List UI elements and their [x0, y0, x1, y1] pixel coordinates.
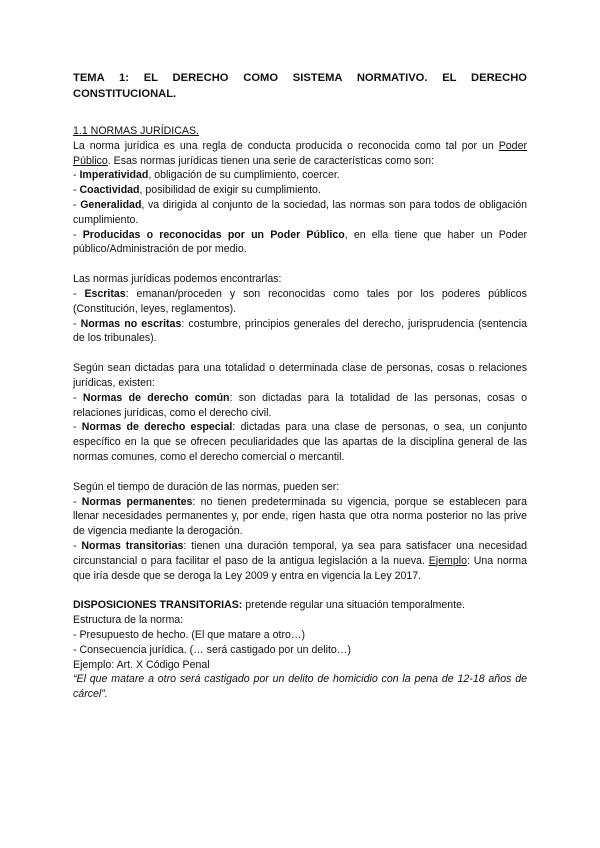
dictated-type-term: Normas de derecho común: [82, 391, 230, 404]
characteristic-desc: , va dirigida al conjunto de la sociedad, las normas son para todos de obligación cumplimiento.: [73, 198, 527, 226]
dictated-type-item: [73, 391, 527, 421]
bullet-prefix: -: [73, 421, 82, 434]
characteristic-desc: , en ella tiene que haber un Poder público/Administración de por medio.: [73, 228, 527, 256]
characteristic-item: [73, 198, 527, 228]
bullet-prefix: -: [73, 198, 81, 211]
structure-line: Estructura de la norma:: [73, 614, 184, 627]
found-type-term: Escritas: [84, 287, 126, 300]
bullet-prefix: -: [73, 539, 82, 552]
found-type-desc: : costumbre, principios generales del derecho, jurisprudencia (sentencia de los tribunales).: [73, 317, 527, 345]
characteristic-desc: , obligación de su cumplimiento, coercer.: [148, 169, 340, 182]
found-type-item: [73, 287, 527, 317]
characteristic-term: Imperatividad: [79, 169, 149, 182]
transitory-heading: DISPOSICIONES TRANSITORIAS:: [73, 599, 243, 612]
section-heading: 1.1 NORMAS JURÍDICAS.: [73, 125, 199, 137]
transitory-text: pretende regular una situación temporalmente.: [242, 599, 465, 612]
characteristic-item: [73, 168, 527, 183]
characteristic-term: Generalidad: [80, 198, 142, 211]
characteristic-item: [73, 183, 527, 198]
duration-type-term: Normas transitorias: [81, 539, 184, 552]
paragraph-spacer: [73, 465, 527, 480]
document-page: [73, 70, 527, 702]
duration-type-item: [73, 495, 527, 539]
intro-paragraph: [73, 139, 527, 169]
duration-type-term: Normas permanentes: [81, 495, 193, 508]
bullet-prefix: -: [73, 287, 85, 300]
paragraph-spacer: [73, 257, 527, 272]
penal-code-quote: “El que matare a otro será castigado por un delito de homicidio con la pena de 12-18 años de cárcel”.: [73, 673, 527, 701]
structure-line: Ejemplo: Art. X Código Penal: [73, 658, 210, 671]
bullet-prefix: -: [73, 169, 80, 182]
found-type-desc: : emanan/proceden y son reconocidas como tales por los poderes públicos (Constitución, leyes, reglamentos).: [73, 287, 527, 315]
structure-line: - Consecuencia jurídica. (… será castigado por un delito…): [73, 643, 351, 656]
duration-intro: Según el tiempo de duración de las normas, pueden ser:: [73, 480, 340, 493]
dictated-type-desc: : dictadas para una clase de personas, o sea, un conjunto específico en la que se ofrecen peculiaridades que las apartas de la disciplina general de las normas comunes, como el derecho comercial o mercantil.: [73, 421, 527, 463]
document-title: TEMA 1: EL DERECHO COMO SISTEMA NORMATIVO. EL DERECHO CONSTITUCIONAL.: [73, 72, 527, 100]
dictated-type-desc: : son dictadas para la totalidad de las personas, cosas o relaciones jurídicas, como el derecho civil.: [73, 391, 527, 419]
transitory-dispositions: [73, 598, 527, 613]
example-text: : Una norma que iría desde que se deroga la Ley 2009 y entra en vigencia la Ley 2017.: [73, 554, 527, 582]
intro-text-a: La norma jurídica es una regla de conducta producida o reconocida como tal por un: [73, 139, 499, 152]
structure-line: - Presupuesto de hecho. (El que matare a otro…): [73, 628, 306, 641]
duration-type-desc: : no tienen predeterminada su vigencia, porque se establecen para llenar necesidades permanentes y, por ende, rigen hasta que otra norma posterior no las prive de vigencia mediante la derogación.: [73, 495, 527, 538]
characteristic-item: [73, 228, 527, 258]
intro-text-b: . Esas normas jurídicas tienen una serie de características como son:: [107, 154, 434, 167]
bullet-prefix: -: [73, 391, 83, 404]
paragraph-spacer: [73, 346, 527, 361]
characteristic-term: Coactividad: [79, 184, 140, 197]
characteristic-term: Producidas o reconocidas por un Poder Público: [82, 228, 345, 241]
dictated-type-item: [73, 420, 527, 464]
example-label: Ejemplo: [428, 554, 467, 567]
found-type-item: [73, 317, 527, 347]
poder-publico-term: Poder Público: [73, 139, 527, 167]
duration-type-item: [73, 539, 527, 583]
bullet-prefix: -: [73, 228, 83, 241]
found-type-term: Normas no escritas: [80, 317, 182, 330]
characteristic-desc: , posibilidad de exigir su cumplimiento.: [139, 184, 321, 197]
bullet-prefix: -: [73, 184, 80, 197]
bullet-prefix: -: [73, 495, 82, 508]
duration-type-desc: : tienen una duración temporal, ya sea para satisfacer una necesidad circunstancial o para facilitar el paso de la antigua legislación a la nueva.: [73, 539, 527, 567]
dictated-intro: Según sean dictadas para una totalidad o determinada clase de personas, cosas o relaciones jurídicas, existen:: [73, 362, 527, 389]
paragraph-spacer: [73, 583, 527, 598]
found-intro: Las normas jurídicas podemos encontrarlas:: [73, 273, 282, 286]
bullet-prefix: -: [73, 317, 81, 330]
dictated-type-term: Normas de derecho especial: [81, 421, 233, 434]
